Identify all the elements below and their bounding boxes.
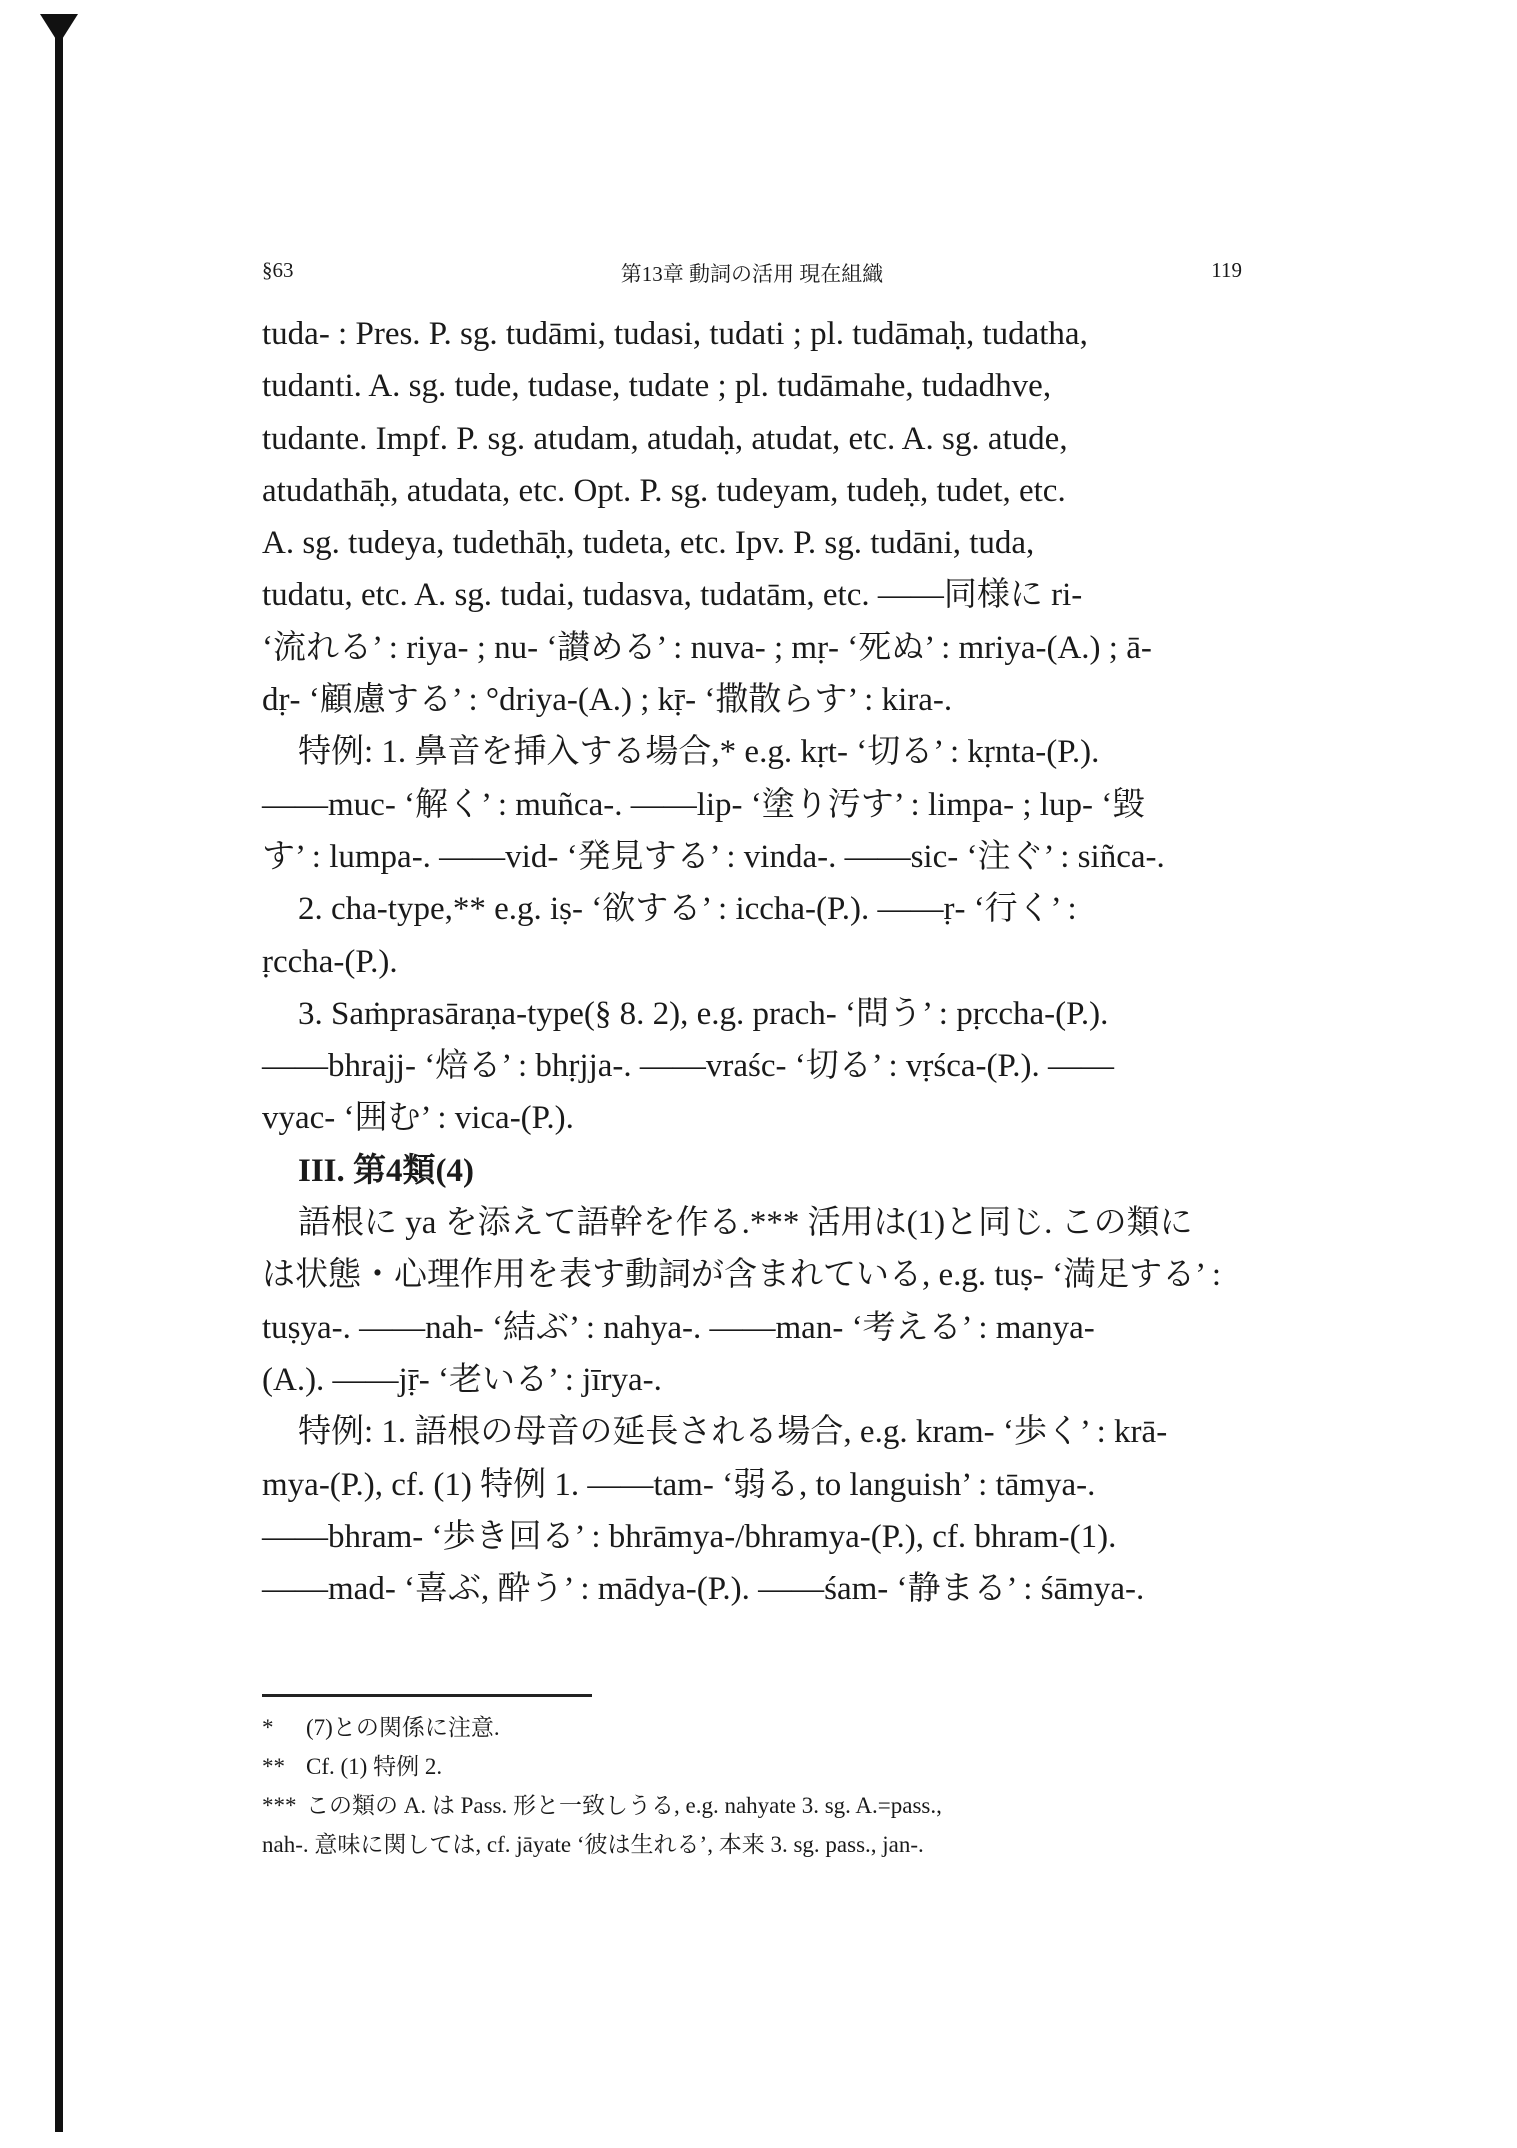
text-line: atudathāḥ, atudata, etc. Opt. P. sg. tudeyam, tudeḥ, tudet, etc. [262,472,1066,509]
footnote-rule [262,1694,592,1697]
footnote-text: この類の A. は Pass. 形と一致しうる, e.g. nahyate 3. sg. A.=pass., [306,1793,942,1818]
binding-margin-line [55,22,63,2132]
footnote-text: (7)との関係に注意. [306,1715,500,1740]
text-line: dṛ- ‘顧慮する’ : °driya-(A.) ; kṝ- ‘撒散らす’ : kira-. [262,682,953,719]
text-line: A. sg. tudeya, tudethāḥ, tudeta, etc. Ipv. P. sg. tudāni, tuda, [262,525,1035,562]
footnotes [262,1708,1242,1864]
special-case-line: 特例: 1. 語根の母音の延長される場合, e.g. kram- ‘歩く’ : krā- [298,1414,1168,1451]
footnote [262,1747,1242,1786]
text-line: ——bhram- ‘歩き回る’ : bhrāmya-/bhramya-(P.), cf. bhram-(1). [262,1518,1117,1555]
special-case-line: 3. Saṁprasāraṇa-type(§ 8. 2), e.g. prach- ‘問う’ : pṛccha-(P.). [298,995,1109,1032]
text-line: tudatu, etc. A. sg. tudai, tudasva, tudatām, etc. ——同様に ri- [262,577,1083,614]
text-line: vyac- ‘囲む’ : vica-(P.). [262,1100,574,1137]
running-header [262,258,1242,288]
text-line: tuda- : Pres. P. sg. tudāmi, tudasi, tudati ; pl. tudāmaḥ, tudatha, [262,316,1088,352]
text-line: tudanti. A. sg. tude, tudase, tudate ; pl. tudāmahe, tudadhve, [262,368,1052,405]
footnote [262,1786,1242,1825]
footnote-continuation [262,1825,1242,1864]
text-line: tuṣya-. ——nah- ‘結ぶ’ : nahya-. ——man- ‘考える’ : manya- [262,1309,1095,1346]
section-heading: III. 第4類(4) [298,1152,475,1189]
footnote-mark: ** [262,1754,285,1779]
text-line: は状態・心理作用を表す動詞が含まれている, e.g. tuṣ- ‘満足する’ : [262,1257,1222,1294]
special-case-line: 2. cha-type,** e.g. iṣ- ‘欲する’ : iccha-(P.). ——ṛ- ‘行く’ : [298,891,1077,928]
footnote-text: nah-. 意味に関しては, cf. jāyate ‘彼は生れる’, 本来 3. sg. pass., jan-. [262,1832,924,1857]
footnote [262,1708,1242,1747]
special-case-line: 特例: 1. 鼻音を挿入する場合,* e.g. kṛt- ‘切る’ : kṛnta-(P.). [298,734,1100,771]
text-line: ——muc- ‘解く’ : muñca-. ——lip- ‘塗り汚す’ : limpa- ; lup- ‘毀 [262,786,1146,823]
text-line: ——bhrajj- ‘焙る’ : bhṛjja-. ——vraśc- ‘切る’ : vṛśca-(P.). —— [262,1048,1114,1085]
text-line: 語根に ya を添えて語幹を作る.*** 活用は(1)と同じ. この類に [298,1205,1193,1242]
text-line: (A.). ——jṝ- ‘老いる’ : jīrya-. [262,1361,662,1398]
footnote-mark: * [262,1715,274,1740]
section-number: §63 [262,258,294,282]
main-text [262,308,1242,1615]
text-line: ‘流れる’ : riya- ; nu- ‘讃める’ : nuva- ; mṛ- ‘死ぬ’ : mriya-(A.) ; ā- [262,629,1152,666]
footnote-mark: *** [262,1793,297,1818]
text-line: す’ : lumpa-. ——vid- ‘発見する’ : vinda-. ——sic- ‘注ぐ’ : siñca-. [262,838,1165,875]
text-line: ṛccha-(P.). [262,943,398,980]
text-line: tudante. Impf. P. sg. atudam, atudaḥ, atudat, etc. A. sg. atude, [262,420,1068,457]
text-line: mya-(P.), cf. (1) 特例 1. ——tam- ‘弱る, to languish’ : tāmya-. [262,1466,1096,1503]
text-line: ——mad- ‘喜ぶ, 酔う’ : mādya-(P.). ——śam- ‘静まる’ : śāmya-. [262,1571,1145,1608]
chapter-title: 第13章 動詞の活用 現在組織 [620,262,884,286]
footnote-text: Cf. (1) 特例 2. [306,1754,443,1779]
page-number: 119 [1211,258,1242,282]
